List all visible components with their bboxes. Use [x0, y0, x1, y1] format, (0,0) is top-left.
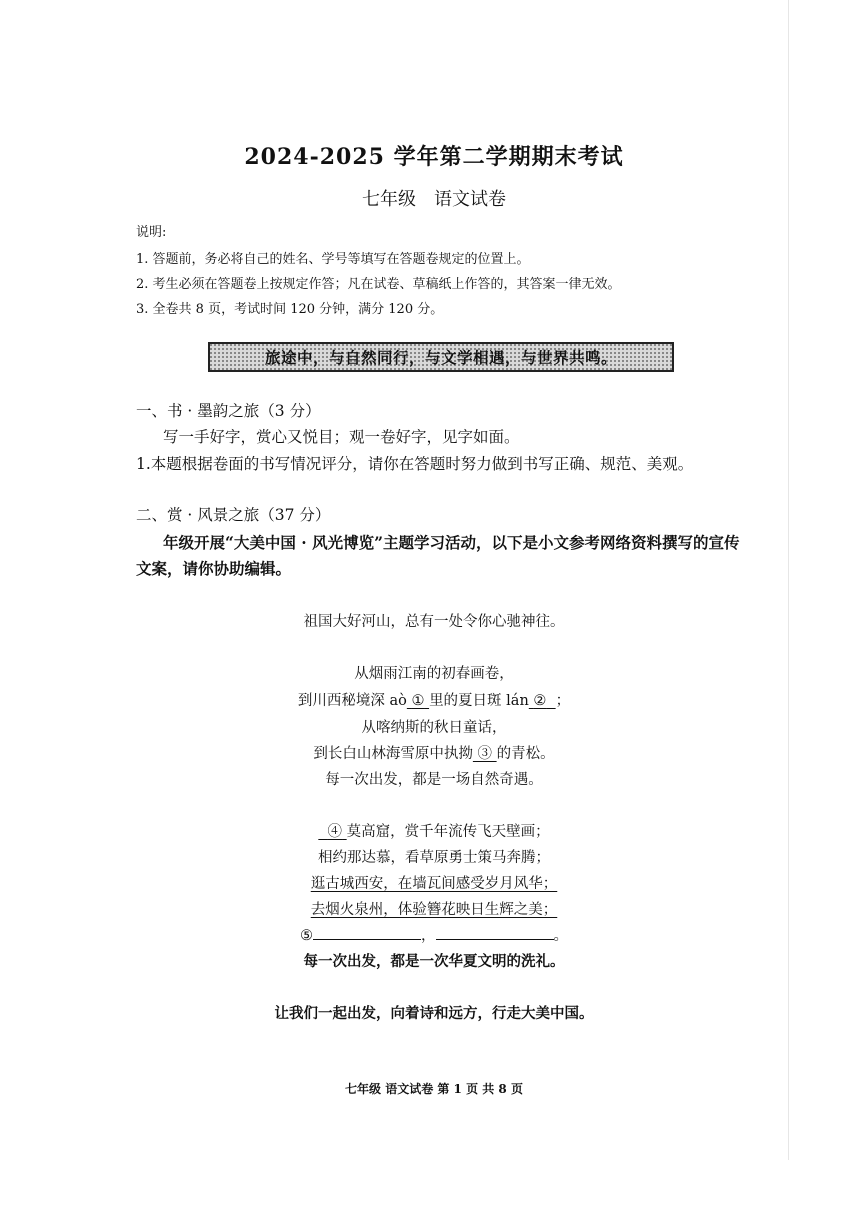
poem-text: 到长白山林海雪原中执拗: [313, 746, 473, 762]
poem-line: 从喀纳斯的秋日童话，: [361, 720, 507, 736]
poem-line: 从烟雨江南的初春画卷，: [354, 666, 514, 682]
blank-2-number: ②: [533, 693, 547, 709]
section1-heading: 一、书 · 墨韵之旅（3 分）: [136, 402, 321, 420]
poem-text: 。: [553, 928, 568, 944]
poem-line-blank-3: [0, 742, 868, 763]
poem-closing: 让我们一起出发，向着诗和远方，行走大美中国。: [274, 1005, 594, 1022]
note-item-1: 1. 答题前，务必将自己的姓名、学号等填写在答题卷规定的位置上。: [136, 252, 530, 267]
page-footer: 七年级 语文试卷 第 1 页 共 8 页: [345, 1082, 523, 1096]
blank-4-number: ④: [327, 824, 343, 840]
section2-intro-line1: 年级开展“大美中国 · 风光博览”主题学习活动，以下是小文参考网络资料撰写的宣传: [163, 533, 740, 552]
poem-text: 莫高窟，赏千年流传飞天壁画；: [346, 824, 550, 840]
answer-blank: [436, 925, 554, 940]
answer-blank: [313, 925, 421, 940]
question-1: 1.本题根据卷面的书写情况评分，请你在答题时努力做到书写正确、规范、美观。: [136, 455, 694, 473]
poem-line-blank-4: [0, 820, 868, 841]
poem-text: ；: [555, 693, 571, 709]
note-item-2: 2. 考生必须在答题卷上按规定作答；凡在试卷、草稿纸上作答的，其答案一律无效。: [136, 277, 621, 292]
exam-title: 2024-2025 学年第二学期期末考试: [244, 144, 624, 170]
poem-opening: 祖国大好河山，总有一处令你心驰神往。: [303, 614, 565, 630]
section2-intro-line2: 文案，请你协助编辑。: [136, 559, 292, 578]
blank-3: [473, 746, 497, 762]
section1-intro: 写一手好字，赏心又悦目；观一卷好字，见字如面。: [163, 428, 520, 446]
blank-4: [318, 824, 346, 840]
poem-line-underlined: 逛古城西安，在墙瓦间感受岁月风华；: [310, 876, 558, 892]
blank-2: [529, 693, 556, 709]
theme-banner-text: 旅途中，与自然同行，与文学相遇，与世界共鸣。: [264, 348, 617, 367]
poem-text: ，: [421, 928, 436, 944]
poem-line-underlined: 去烟火泉州，体验簪花映日生辉之美；: [310, 902, 558, 918]
exam-subtitle: 七年级 语文试卷: [362, 189, 506, 210]
page-edge-line: [788, 0, 789, 1160]
poem-text: 到川西秘境深 aò: [297, 693, 407, 709]
theme-banner: [208, 342, 674, 372]
poem-text: 的青松。: [496, 746, 555, 762]
notes-heading: 说明:: [136, 225, 167, 240]
blank-3-number: ③: [477, 746, 492, 762]
poem-text: 里的夏日斑 lán: [429, 693, 529, 709]
poem-line: 每一次出发，都是一次华夏文明的洗礼。: [303, 953, 565, 970]
poem-line-blank-5: [0, 924, 868, 945]
section2-heading: 二、赏 · 风景之旅（37 分）: [136, 506, 331, 524]
poem-line: 每一次出发，都是一场自然奇遇。: [325, 772, 543, 788]
poem-line-blanks-1-2: [0, 689, 868, 710]
blank-5-number: ⑤: [300, 928, 313, 944]
note-item-3: 3. 全卷共 8 页，考试时间 120 分钟，满分 120 分。: [136, 302, 444, 317]
blank-1-number: ①: [411, 693, 425, 709]
poem-line: 相约那达慕，看草原勇士策马奔腾；: [318, 850, 550, 866]
blank-1: [407, 693, 429, 709]
